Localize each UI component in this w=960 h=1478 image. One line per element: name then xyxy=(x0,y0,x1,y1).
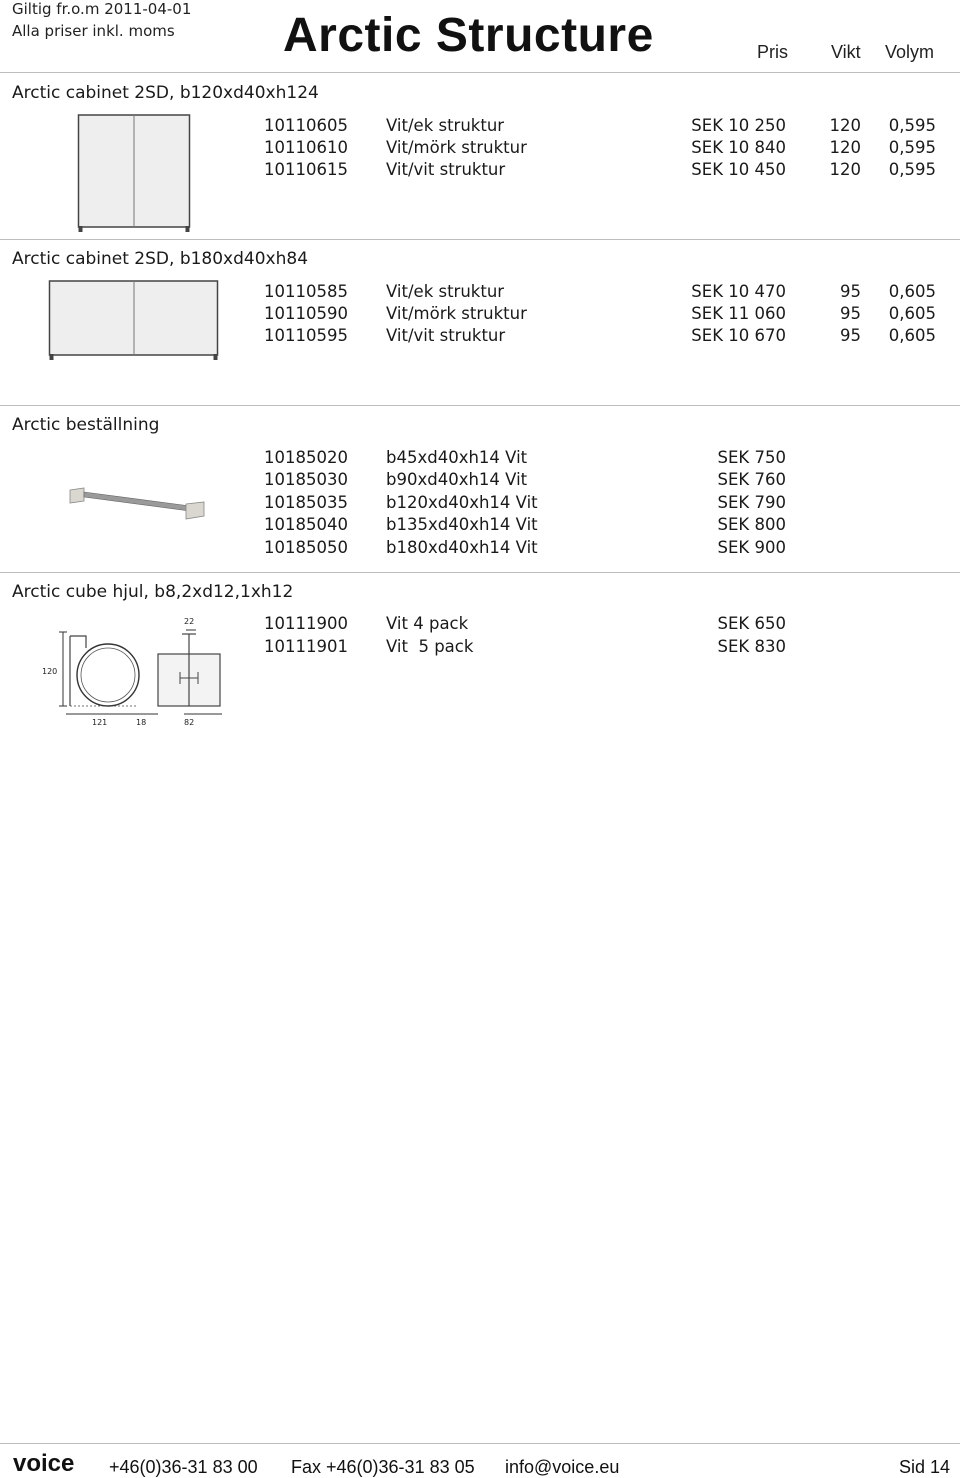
table-row xyxy=(0,160,960,182)
article-number: 10111900 xyxy=(264,614,348,633)
table-row xyxy=(0,138,960,160)
description: Vit/ek struktur xyxy=(386,282,505,301)
description: b90xd40xh14 Vit xyxy=(386,470,528,489)
dim-diameter-label: 121 xyxy=(92,718,108,727)
prices-note-text: Alla priser inkl. moms xyxy=(12,22,175,40)
article-number: 10110590 xyxy=(264,304,348,323)
section-title-cabinet-124: Arctic cabinet 2SD, b120xd40xh124 xyxy=(12,83,319,103)
table-row xyxy=(0,637,960,659)
footer xyxy=(0,1443,960,1477)
footer-email[interactable]: info@voice.eu xyxy=(505,1457,620,1477)
volume: 0,605 xyxy=(888,326,936,345)
article-number: 10110610 xyxy=(264,138,348,157)
weight: 95 xyxy=(840,282,861,301)
brand-logo: voice xyxy=(13,1450,75,1477)
section-divider xyxy=(0,572,960,573)
column-header-weight: Vikt xyxy=(831,42,861,62)
article-number: 10111901 xyxy=(264,637,348,656)
weight: 120 xyxy=(829,160,861,179)
article-number: 10185050 xyxy=(264,538,348,557)
column-header-price: Pris xyxy=(757,42,788,62)
section-divider xyxy=(0,405,960,406)
article-number: 10185035 xyxy=(264,493,348,512)
description: Vit 5 pack xyxy=(386,637,474,656)
volume: 0,595 xyxy=(888,160,936,179)
description: b45xd40xh14 Vit xyxy=(386,448,528,467)
price: SEK 650 xyxy=(717,614,786,633)
table-row xyxy=(0,614,960,636)
price: SEK 10 470 xyxy=(691,282,786,301)
volume: 0,605 xyxy=(888,304,936,323)
price: SEK 800 xyxy=(717,515,786,534)
article-number: 10110585 xyxy=(264,282,348,301)
article-number: 10110595 xyxy=(264,326,348,345)
description: Vit/vit struktur xyxy=(386,326,506,345)
table-row xyxy=(0,493,960,515)
price: SEK 10 670 xyxy=(691,326,786,345)
dim-width-label: 82 xyxy=(184,718,195,727)
footer-phone: +46(0)36-31 83 00 xyxy=(109,1457,258,1477)
article-number: 10185030 xyxy=(264,470,348,489)
price: SEK 830 xyxy=(717,637,786,656)
footer-fax: Fax +46(0)36-31 83 05 xyxy=(291,1457,475,1477)
column-header-volume: Volym xyxy=(885,42,935,62)
price: SEK 11 060 xyxy=(691,304,786,323)
description: b120xd40xh14 Vit xyxy=(386,493,538,512)
dim-offset-label: 18 xyxy=(136,718,147,727)
dim-top-label: 22 xyxy=(184,617,195,626)
description: b135xd40xh14 Vit xyxy=(386,515,538,534)
table-row xyxy=(0,470,960,492)
description: Vit 4 pack xyxy=(386,614,469,633)
price: SEK 790 xyxy=(717,493,786,512)
volume: 0,595 xyxy=(888,138,936,157)
table-row xyxy=(0,282,960,304)
table-row xyxy=(0,304,960,326)
header-divider xyxy=(0,72,960,73)
weight: 120 xyxy=(829,138,861,157)
description: Vit/mörk struktur xyxy=(386,304,527,323)
section-title-wheel: Arctic cube hjul, b8,2xd12,1xh12 xyxy=(12,582,294,602)
page-title: Arctic Structure xyxy=(283,9,654,62)
article-number: 10185040 xyxy=(264,515,348,534)
price: SEK 750 xyxy=(717,448,786,467)
description: Vit/vit struktur xyxy=(386,160,506,179)
article-number: 10110615 xyxy=(264,160,348,179)
section-divider xyxy=(0,239,960,240)
price: SEK 10 250 xyxy=(691,116,786,135)
article-number: 10110605 xyxy=(264,116,348,135)
description: Vit/ek struktur xyxy=(386,116,505,135)
section-title-base: Arctic beställning xyxy=(12,415,160,435)
price: SEK 10 840 xyxy=(691,138,786,157)
volume: 0,605 xyxy=(888,282,936,301)
price: SEK 760 xyxy=(717,470,786,489)
description: b180xd40xh14 Vit xyxy=(386,538,538,557)
price: SEK 900 xyxy=(717,538,786,557)
volume: 0,595 xyxy=(888,116,936,135)
dim-height-label: 120 xyxy=(42,667,58,676)
page-number: Sid 14 xyxy=(898,1457,950,1477)
table-row xyxy=(0,538,960,560)
price: SEK 10 450 xyxy=(691,160,786,179)
weight: 120 xyxy=(829,116,861,135)
table-row xyxy=(0,448,960,470)
valid-from-text: Giltig fr.o.m 2011-04-01 xyxy=(12,0,192,18)
table-row xyxy=(0,116,960,138)
description: Vit/mörk struktur xyxy=(386,138,527,157)
table-row xyxy=(0,515,960,537)
weight: 95 xyxy=(840,304,861,323)
weight: 95 xyxy=(840,326,861,345)
article-number: 10185020 xyxy=(264,448,348,467)
section-title-cabinet-84: Arctic cabinet 2SD, b180xd40xh84 xyxy=(12,249,309,269)
table-row xyxy=(0,326,960,348)
